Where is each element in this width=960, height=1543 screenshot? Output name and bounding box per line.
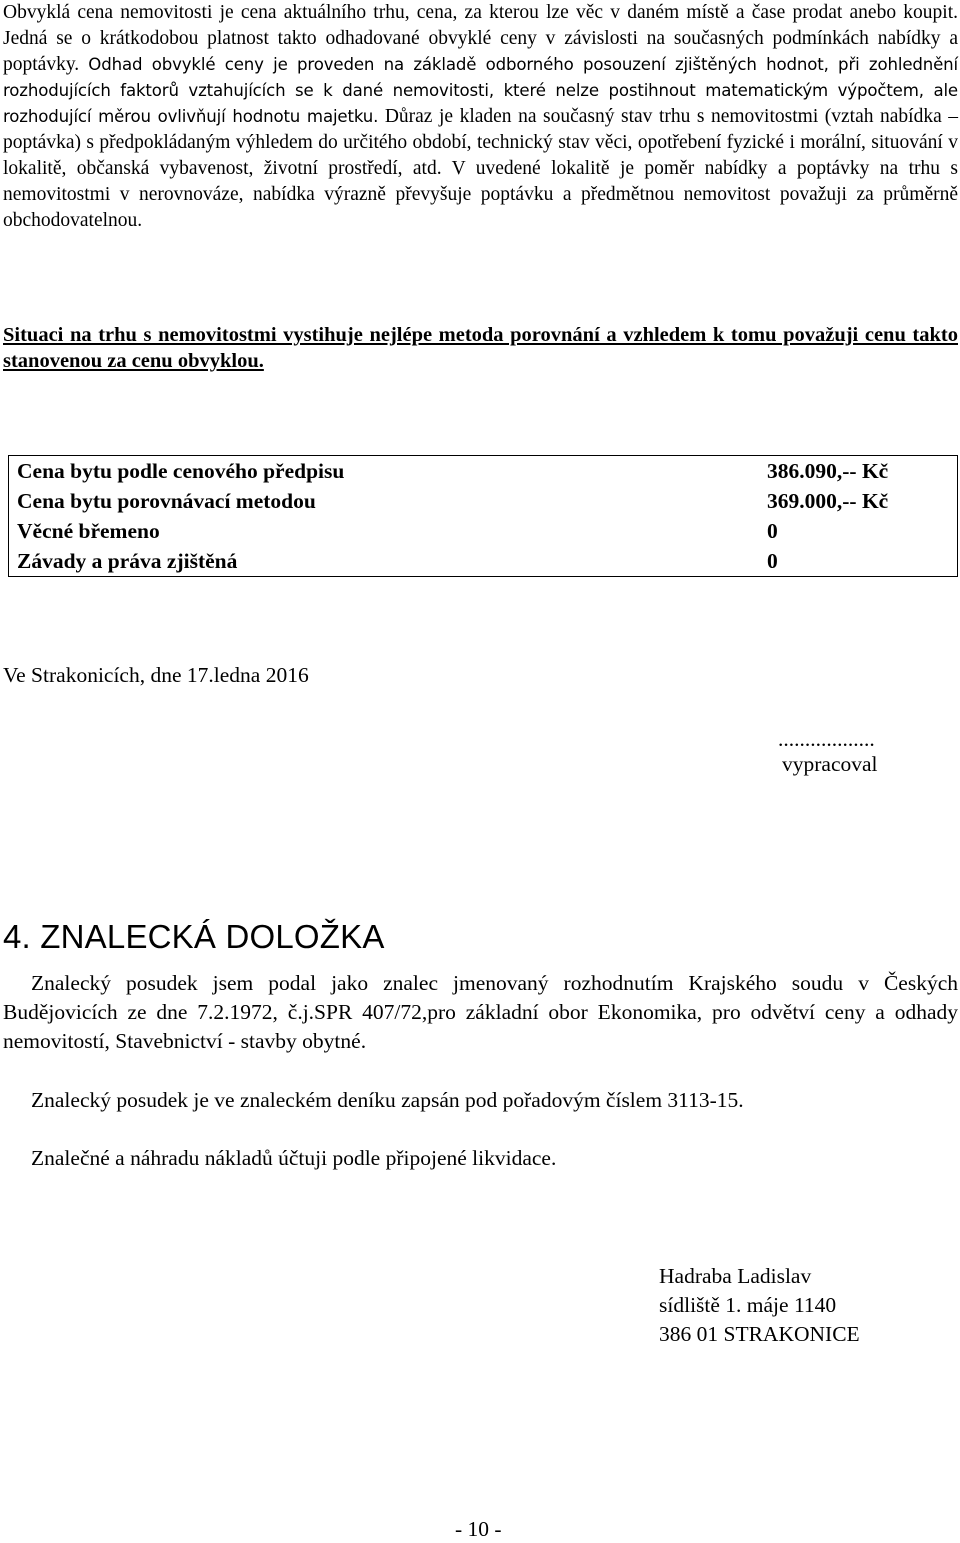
expert-street: sídliště 1. máje 1140 bbox=[659, 1293, 837, 1317]
clause-paragraph-fee: Znalečné a náhradu nákladů účtuji podle připojené likvidace. bbox=[31, 1146, 557, 1170]
paragraph-part-c: Důraz je kladen na současný stav trhu s nemovitostmi (vztah nabídka – poptávka) s předpokládaným výhledem do určitého období, technický stav věci, opotřebení fyzické i morální, situování v lokalitě, občanská vybavenost, životní prostředí, atd. V uvedené lokalitě je poměr nabídky a poptávky na trhu s nemovitostmi v nerovnováze, nabídka výrazně převyšuje poptávku a předmětnou nemovitost považuji za průměrně obchodovatelnou. bbox=[3, 106, 958, 231]
table-row bbox=[9, 516, 958, 546]
valuation-summary-table bbox=[8, 455, 958, 577]
section-heading: 4. ZNALECKÁ DOLOŽKA bbox=[3, 918, 385, 955]
expert-city: 386 01 STRAKONICE bbox=[659, 1322, 860, 1346]
expert-address bbox=[659, 1262, 860, 1349]
table-row bbox=[9, 486, 958, 516]
market-value-paragraph bbox=[3, 0, 958, 234]
row-value: 369.000,-- Kč bbox=[767, 489, 889, 513]
table-row bbox=[9, 456, 958, 487]
row-label: Závady a práva zjištěná bbox=[17, 549, 238, 573]
clause-paragraph-appointment: Znalecký posudek jsem podal jako znalec jmenovaný rozhodnutím Krajského soudu v Českých Budějovicích ze dne 7.2.1972, č.j.SPR 407/72,pro základní obor Ekonomika, pro odvětví ceny a odhady nemovitostí, Stavebnictví - stavby obytné. bbox=[3, 971, 958, 1053]
signature-label: vypracoval bbox=[782, 752, 878, 776]
signature-line: .................. bbox=[778, 727, 875, 751]
expert-name: Hadraba Ladislav bbox=[659, 1264, 812, 1288]
page-number: - 10 - bbox=[455, 1517, 502, 1541]
clause-paragraph-register: Znalecký posudek je ve znaleckém deníku zapsán pod pořadovým číslem 3113-15. bbox=[31, 1088, 744, 1112]
place-and-date: Ve Strakonicích, dne 17.ledna 2016 bbox=[3, 663, 309, 687]
row-label: Cena bytu podle cenového předpisu bbox=[17, 459, 345, 483]
table-row bbox=[9, 546, 958, 577]
row-value: 0 bbox=[767, 549, 778, 573]
paragraph-part-b: Odhad obvyklé ceny je proveden na základě odborného posouzení zjištěných hodnot, při zohlednění rozhodujících faktorů vztahujících se k dané nemovitosti, které nelze postihnout matematickým výpočtem, ale rozhodující měrou ovlivňují hodnotu majetku. bbox=[3, 55, 959, 126]
paragraph-part-a: Obvyklá cena nemovitosti je cena aktuálního trhu, cena, za kterou lze věc v daném místě a čase prodat anebo koupit. Jedná se o krátkodobou platnost takto odhadované obvyklé ceny v závislosti na současných podmínkách nabídky a poptávky. bbox=[3, 2, 958, 75]
row-value: 386.090,-- Kč bbox=[767, 459, 889, 483]
row-value: 0 bbox=[767, 519, 778, 543]
conclusion-text: Situaci na trhu s nemovitostmi vystihuje nejlépe metoda porovnání a vzhledem k tomu považuji cenu takto stanovenou za cenu obvyklou. bbox=[3, 324, 958, 372]
row-label: Věcné břemeno bbox=[17, 519, 160, 543]
row-label: Cena bytu porovnávací metodou bbox=[17, 489, 316, 513]
